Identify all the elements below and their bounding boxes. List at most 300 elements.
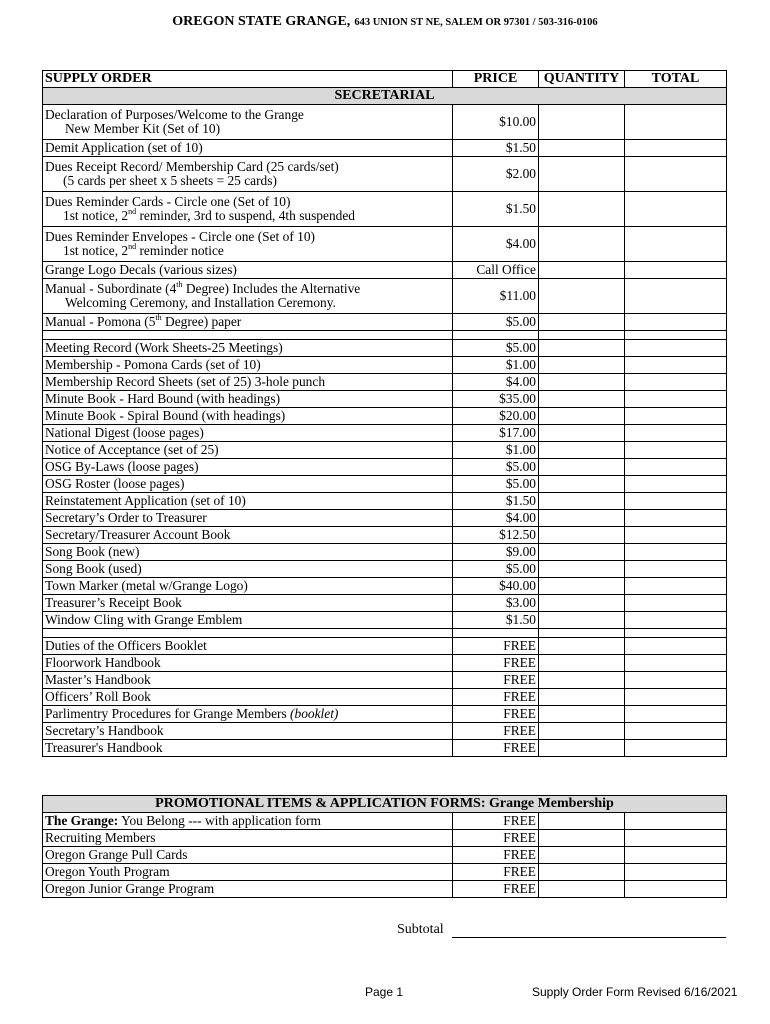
item-description <box>43 544 453 561</box>
item-price: $12.50 <box>453 527 539 544</box>
total-cell[interactable] <box>625 408 727 425</box>
promotional-table <box>42 795 727 898</box>
item-line-1 <box>45 409 450 423</box>
quantity-cell[interactable] <box>539 262 625 279</box>
item-line-1 <box>45 528 450 542</box>
table-row <box>43 612 727 629</box>
item-description <box>43 612 453 629</box>
item-price: $4.00 <box>453 510 539 527</box>
item-text: Grange Logo Decals (various sizes) <box>45 262 237 277</box>
item-line-1 <box>45 707 450 721</box>
table-row <box>43 527 727 544</box>
total-cell[interactable] <box>625 192 727 227</box>
item-text: Town Marker (metal w/Grange Logo) <box>45 578 248 593</box>
item-line-2 <box>45 174 450 188</box>
quantity-cell[interactable] <box>539 638 625 655</box>
item-line-1 <box>45 494 450 508</box>
quantity-cell[interactable] <box>539 655 625 672</box>
item-price: $35.00 <box>453 391 539 408</box>
item-line-1 <box>45 656 450 670</box>
spacer-cell <box>453 331 539 340</box>
total-cell[interactable] <box>625 689 727 706</box>
item-description <box>43 723 453 740</box>
item-text: Notice of Acceptance (set of 25) <box>45 442 219 457</box>
item-description <box>43 689 453 706</box>
item-text: Membership - Pomona Cards (set of 10) <box>45 357 261 372</box>
item-description <box>43 740 453 757</box>
table-row <box>43 493 727 510</box>
item-description <box>43 442 453 459</box>
item-description <box>43 813 453 830</box>
item-price: $2.00 <box>453 157 539 192</box>
item-price: FREE <box>453 706 539 723</box>
table-row <box>43 157 727 192</box>
item-text: You Belong --- with application form <box>118 813 321 828</box>
column-total: TOTAL <box>625 71 727 88</box>
item-line-1 <box>45 195 450 209</box>
item-description <box>43 476 453 493</box>
total-cell[interactable] <box>625 847 727 864</box>
item-text: Membership Record Sheets (set of 25) 3-hole punch <box>45 374 326 389</box>
quantity-cell[interactable] <box>539 847 625 864</box>
total-cell[interactable] <box>625 706 727 723</box>
item-price: $10.00 <box>453 105 539 140</box>
item-text: 1st notice, 2 <box>63 208 129 223</box>
quantity-cell[interactable] <box>539 279 625 314</box>
item-text: Manual - Subordinate (4 <box>45 281 177 296</box>
table-row <box>43 638 727 655</box>
column-price: PRICE <box>453 71 539 88</box>
quantity-cell[interactable] <box>539 864 625 881</box>
item-description <box>43 830 453 847</box>
item-price: $1.00 <box>453 442 539 459</box>
total-cell[interactable] <box>625 357 727 374</box>
column-item: SUPPLY ORDER <box>43 71 453 88</box>
item-text: Parlimentry Procedures for Grange Members <box>45 706 291 721</box>
quantity-cell[interactable] <box>539 578 625 595</box>
item-text: Recruiting Members <box>45 830 156 845</box>
item-description <box>43 105 453 140</box>
table-row <box>43 374 727 391</box>
item-description <box>43 527 453 544</box>
item-description <box>43 357 453 374</box>
item-description <box>43 847 453 864</box>
subtotal-field[interactable] <box>452 937 726 938</box>
item-description <box>43 140 453 157</box>
table-row <box>43 655 727 672</box>
quantity-cell[interactable] <box>539 510 625 527</box>
org-name: OREGON STATE GRANGE, <box>172 14 351 29</box>
item-description <box>43 314 453 331</box>
spacer-cell <box>625 629 727 638</box>
item-text: Degree) Includes the Alternative <box>182 281 361 296</box>
item-text: New Member Kit (Set of 10) <box>65 121 221 136</box>
spacer-cell <box>539 331 625 340</box>
quantity-cell[interactable] <box>539 105 625 140</box>
item-price: $4.00 <box>453 374 539 391</box>
item-line-2 <box>45 122 450 136</box>
total-cell[interactable] <box>625 544 727 561</box>
item-text: Floorwork Handbook <box>45 655 161 670</box>
total-cell[interactable] <box>625 374 727 391</box>
item-line-2 <box>45 296 450 310</box>
table-row <box>43 340 727 357</box>
item-price: $1.50 <box>453 140 539 157</box>
item-line-1 <box>45 741 450 755</box>
item-text: Dues Receipt Record/ Membership Card (25 cards/set) <box>45 159 339 174</box>
item-text: Duties of the Officers Booklet <box>45 638 207 653</box>
total-cell[interactable] <box>625 279 727 314</box>
quantity-cell[interactable] <box>539 595 625 612</box>
table-row <box>43 561 727 578</box>
table-row <box>43 595 727 612</box>
item-line-1 <box>45 392 450 406</box>
total-cell[interactable] <box>625 655 727 672</box>
item-subtext <box>45 241 224 258</box>
item-text: Treasurer's Handbook <box>45 740 163 755</box>
item-bold-text: The Grange: <box>45 813 119 828</box>
item-line-1 <box>45 443 450 457</box>
table-row <box>43 408 727 425</box>
item-price: FREE <box>453 672 539 689</box>
column-header-row <box>43 71 727 88</box>
total-cell[interactable] <box>625 340 727 357</box>
quantity-cell[interactable] <box>539 740 625 757</box>
section-row <box>43 88 727 105</box>
quantity-cell[interactable] <box>539 612 625 629</box>
quantity-cell[interactable] <box>539 192 625 227</box>
item-price: FREE <box>453 689 539 706</box>
item-description <box>43 510 453 527</box>
item-description <box>43 192 453 227</box>
item-price: $20.00 <box>453 408 539 425</box>
item-description <box>43 157 453 192</box>
item-price: $5.00 <box>453 476 539 493</box>
quantity-cell[interactable] <box>539 314 625 331</box>
total-cell[interactable] <box>625 561 727 578</box>
table-row <box>43 140 727 157</box>
item-line-1 <box>45 562 450 576</box>
item-text: Welcoming Ceremony, and Installation Ceremony. <box>65 295 336 310</box>
quantity-cell[interactable] <box>539 442 625 459</box>
item-line-1 <box>45 545 450 559</box>
item-price: FREE <box>453 740 539 757</box>
item-line-1 <box>45 141 450 155</box>
quantity-cell[interactable] <box>539 544 625 561</box>
item-text: Minute Book - Hard Bound (with headings) <box>45 391 281 406</box>
quantity-cell[interactable] <box>539 881 625 898</box>
item-price: FREE <box>453 830 539 847</box>
table-row <box>43 105 727 140</box>
page-number: Page 1 <box>365 985 404 999</box>
item-price: FREE <box>453 847 539 864</box>
item-text: Demit Application (set of 10) <box>45 140 203 155</box>
item-line-1 <box>45 426 450 440</box>
table-row <box>43 813 727 830</box>
spacer-cell <box>453 629 539 638</box>
column-quantity: QUANTITY <box>539 71 625 88</box>
item-line-1 <box>45 639 450 653</box>
quantity-cell[interactable] <box>539 813 625 830</box>
item-price: $9.00 <box>453 544 539 561</box>
total-cell[interactable] <box>625 740 727 757</box>
quantity-cell[interactable] <box>539 340 625 357</box>
quantity-cell[interactable] <box>539 830 625 847</box>
item-description <box>43 227 453 262</box>
quantity-cell[interactable] <box>539 391 625 408</box>
item-text: Window Cling with Grange Emblem <box>45 612 243 627</box>
total-cell[interactable] <box>625 442 727 459</box>
item-text: Song Book (new) <box>45 544 140 559</box>
spacer-row <box>43 629 727 638</box>
item-text: reminder, 3rd to suspend, 4th suspended <box>136 208 355 223</box>
item-price: $1.50 <box>453 192 539 227</box>
item-description <box>43 425 453 442</box>
total-cell[interactable] <box>625 881 727 898</box>
item-price: $5.00 <box>453 561 539 578</box>
item-description <box>43 655 453 672</box>
item-italic-note: (booklet) <box>290 706 339 721</box>
table-row <box>43 847 727 864</box>
item-price: $3.00 <box>453 595 539 612</box>
item-description <box>43 578 453 595</box>
item-line-1 <box>45 460 450 474</box>
item-text: Oregon Youth Program <box>45 864 170 879</box>
item-text: Oregon Grange Pull Cards <box>45 847 188 862</box>
org-address: 643 UNION ST NE, SALEM OR 97301 / 503-316-0106 <box>354 17 598 28</box>
item-line-1 <box>45 596 450 610</box>
item-subtext <box>45 174 277 188</box>
total-cell[interactable] <box>625 425 727 442</box>
item-description <box>43 374 453 391</box>
item-price: $17.00 <box>453 425 539 442</box>
item-text: Reinstatement Application (set of 10) <box>45 493 246 508</box>
quantity-cell[interactable] <box>539 689 625 706</box>
item-line-1 <box>45 724 450 738</box>
total-cell[interactable] <box>625 510 727 527</box>
item-text: Dues Reminder Cards - Circle one (Set of 10) <box>45 194 291 209</box>
item-line-1 <box>45 477 450 491</box>
revision-note: Supply Order Form Revised 6/16/2021 <box>532 985 738 999</box>
total-cell[interactable] <box>625 813 727 830</box>
item-subtext <box>45 296 336 310</box>
total-cell[interactable] <box>625 459 727 476</box>
total-cell[interactable] <box>625 672 727 689</box>
quantity-cell[interactable] <box>539 493 625 510</box>
subtotal-label: Subtotal <box>397 922 444 937</box>
item-text: National Digest (loose pages) <box>45 425 204 440</box>
item-text: Officers’ Roll Book <box>45 689 151 704</box>
total-cell[interactable] <box>625 864 727 881</box>
item-description <box>43 864 453 881</box>
item-text: Secretary’s Handbook <box>45 723 164 738</box>
quantity-cell[interactable] <box>539 425 625 442</box>
item-price: FREE <box>453 638 539 655</box>
spacer-cell <box>43 331 453 340</box>
quantity-cell[interactable] <box>539 459 625 476</box>
table-row <box>43 425 727 442</box>
item-text: 1st notice, 2 <box>63 243 129 258</box>
item-line-2 <box>45 206 450 223</box>
quantity-cell[interactable] <box>539 723 625 740</box>
table-row <box>43 740 727 757</box>
item-line-1 <box>45 673 450 687</box>
item-description <box>43 881 453 898</box>
item-price: Call Office <box>453 262 539 279</box>
total-cell[interactable] <box>625 578 727 595</box>
total-cell[interactable] <box>625 391 727 408</box>
quantity-cell[interactable] <box>539 157 625 192</box>
item-description <box>43 279 453 314</box>
supply-order-table <box>42 70 727 757</box>
item-price: $11.00 <box>453 279 539 314</box>
item-description <box>43 561 453 578</box>
item-text: Treasurer’s Receipt Book <box>45 595 182 610</box>
item-subtext <box>45 122 220 136</box>
spacer-row <box>43 331 727 340</box>
spacer-cell <box>539 629 625 638</box>
item-line-1 <box>45 358 450 372</box>
item-description <box>43 459 453 476</box>
quantity-cell[interactable] <box>539 374 625 391</box>
section-title-secretarial: SECRETARIAL <box>43 88 727 105</box>
section-row <box>43 796 727 813</box>
table-row <box>43 442 727 459</box>
quantity-cell[interactable] <box>539 227 625 262</box>
item-price: $5.00 <box>453 459 539 476</box>
table-row <box>43 459 727 476</box>
item-line-1 <box>45 108 450 122</box>
quantity-cell[interactable] <box>539 561 625 578</box>
quantity-cell[interactable] <box>539 357 625 374</box>
item-line-2 <box>45 241 450 258</box>
item-line-1 <box>45 160 450 174</box>
total-cell[interactable] <box>625 638 727 655</box>
item-price: $5.00 <box>453 340 539 357</box>
item-line-1 <box>45 613 450 627</box>
table-row <box>43 706 727 723</box>
item-price: FREE <box>453 655 539 672</box>
table-row <box>43 544 727 561</box>
item-price: $1.50 <box>453 493 539 510</box>
item-text: Meeting Record (Work Sheets-25 Meetings) <box>45 340 283 355</box>
item-line-1 <box>45 263 450 277</box>
item-description <box>43 706 453 723</box>
item-line-1 <box>45 579 450 593</box>
item-text: Dues Reminder Envelopes - Circle one (Set of 10) <box>45 229 315 244</box>
total-cell[interactable] <box>625 157 727 192</box>
total-cell[interactable] <box>625 493 727 510</box>
item-description <box>43 340 453 357</box>
item-line-1 <box>45 341 450 355</box>
item-price: $4.00 <box>453 227 539 262</box>
item-line-1 <box>45 375 450 389</box>
item-line-1 <box>45 230 450 244</box>
quantity-cell[interactable] <box>539 140 625 157</box>
form-header <box>0 12 770 30</box>
item-price: FREE <box>453 881 539 898</box>
item-subtext <box>45 206 355 223</box>
total-cell[interactable] <box>625 262 727 279</box>
total-cell[interactable] <box>625 476 727 493</box>
item-text: Secretary/Treasurer Account Book <box>45 527 231 542</box>
item-price: $40.00 <box>453 578 539 595</box>
item-price: FREE <box>453 864 539 881</box>
spacer-cell <box>625 331 727 340</box>
item-description <box>43 493 453 510</box>
item-text: Song Book (used) <box>45 561 142 576</box>
total-cell[interactable] <box>625 105 727 140</box>
item-text: Oregon Junior Grange Program <box>45 881 215 896</box>
item-text: Declaration of Purposes/Welcome to the Grange <box>45 107 304 122</box>
table-row <box>43 227 727 262</box>
item-price: $1.50 <box>453 612 539 629</box>
table-row <box>43 830 727 847</box>
table-row <box>43 510 727 527</box>
total-cell[interactable] <box>625 723 727 740</box>
total-cell[interactable] <box>625 314 727 331</box>
section-title-promotional: PROMOTIONAL ITEMS & APPLICATION FORMS: Grange Membership <box>43 796 727 813</box>
item-text: Secretary’s Order to Treasurer <box>45 510 207 525</box>
quantity-cell[interactable] <box>539 706 625 723</box>
table-row <box>43 864 727 881</box>
quantity-cell[interactable] <box>539 476 625 493</box>
item-description <box>43 672 453 689</box>
table-row <box>43 476 727 493</box>
item-text: OSG Roster (loose pages) <box>45 476 185 491</box>
table-row <box>43 578 727 595</box>
table-row <box>43 881 727 898</box>
item-line-1 <box>45 315 450 329</box>
item-price: FREE <box>453 813 539 830</box>
quantity-cell[interactable] <box>539 672 625 689</box>
item-line-1 <box>45 279 450 296</box>
spacer-cell <box>43 629 453 638</box>
item-text: Master’s Handbook <box>45 672 151 687</box>
item-description <box>43 391 453 408</box>
table-row <box>43 262 727 279</box>
total-cell[interactable] <box>625 527 727 544</box>
total-cell[interactable] <box>625 595 727 612</box>
table-row <box>43 192 727 227</box>
item-text: (5 cards per sheet x 5 sheets = 25 cards) <box>63 173 277 188</box>
table-row <box>43 314 727 331</box>
item-description <box>43 595 453 612</box>
quantity-cell[interactable] <box>539 527 625 544</box>
item-description <box>43 262 453 279</box>
total-cell[interactable] <box>625 830 727 847</box>
item-text: reminder notice <box>136 243 224 258</box>
superscript: th <box>176 279 183 289</box>
item-text: Minute Book - Spiral Bound (with headings) <box>45 408 286 423</box>
table-row <box>43 279 727 314</box>
total-cell[interactable] <box>625 227 727 262</box>
table-row <box>43 391 727 408</box>
table-row <box>43 689 727 706</box>
item-line-1 <box>45 511 450 525</box>
item-price: FREE <box>453 723 539 740</box>
superscript: nd <box>128 206 137 216</box>
total-cell[interactable] <box>625 140 727 157</box>
item-description <box>43 408 453 425</box>
item-text: Degree) paper <box>161 314 242 329</box>
total-cell[interactable] <box>625 612 727 629</box>
quantity-cell[interactable] <box>539 408 625 425</box>
item-line-1 <box>45 690 450 704</box>
superscript: th <box>155 313 162 322</box>
item-text: Manual - Pomona (5 <box>45 314 156 329</box>
item-text: OSG By-Laws (loose pages) <box>45 459 199 474</box>
